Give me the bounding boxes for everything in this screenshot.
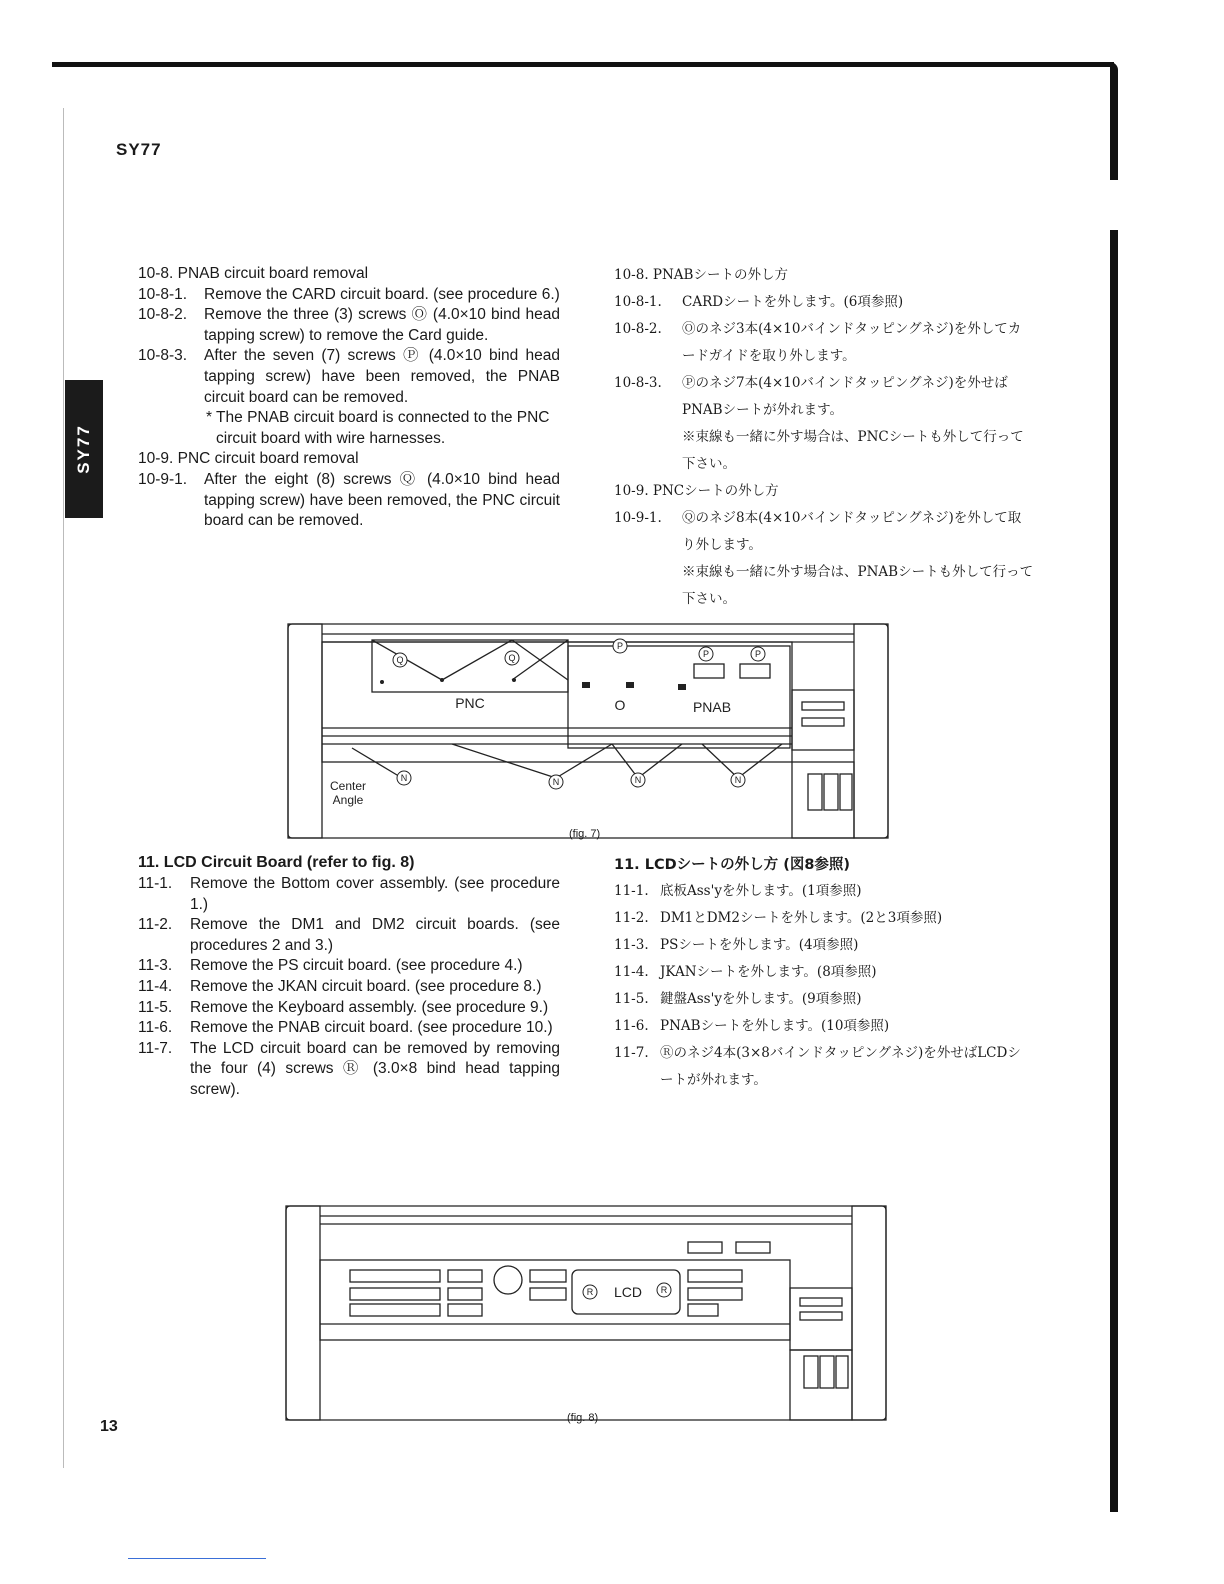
fig7-label-pnab: PNAB bbox=[692, 699, 732, 715]
fig7-p-mark-3: P bbox=[754, 649, 762, 659]
step-11-1: 11-1. Remove the Bottom cover assembly. (see procedure 1.) bbox=[138, 875, 560, 913]
fig7-label-pnc: PNC bbox=[455, 695, 485, 711]
scan-artifact-line bbox=[128, 1558, 266, 1559]
fig8-label-lcd: LCD bbox=[613, 1284, 643, 1300]
fig7-label-center: Center bbox=[329, 779, 367, 793]
jp-heading-11: 11. LCDシートの外し方 (図8参照) bbox=[614, 857, 851, 873]
jp-note-10-9-1: ※束線も一緒に外す場合は、PNABシートも外して行って下さい。 bbox=[682, 564, 1034, 607]
side-tab bbox=[65, 380, 103, 518]
jp-step-11-7: 11-7. Ⓡのネジ4本(3×8バインドタッピングネジ)を外せばLCDシートが外れます。 bbox=[614, 1045, 1021, 1088]
step-10-8-3: 10-8-3. After the seven (7) screws Ⓟ (4.0×10 bind head tapping screw) have been removed, the PNAB circuit board can be removed. bbox=[138, 347, 560, 406]
section-11-japanese bbox=[614, 852, 1034, 1094]
jp-step-10-9-1: 10-9-1. Ⓠのネジ8本(4×10バインドタッピングネジ)を外して取り外します。 bbox=[614, 510, 1022, 553]
fig7-n-mark-1: N bbox=[400, 773, 408, 783]
jp-step-11-1: 11-1. 底板Ass'yを外します。(1項参照) bbox=[614, 883, 862, 899]
heading-10-9: 10-9. PNC circuit board removal bbox=[138, 450, 359, 468]
right-border-rule bbox=[1110, 62, 1118, 1512]
fig8-r-mark-1: R bbox=[586, 1287, 594, 1297]
step-11-2: 11-2. Remove the DM1 and DM2 circuit boards. (see procedures 2 and 3.) bbox=[138, 916, 560, 954]
fig7-caption: (fig. 7) bbox=[569, 828, 601, 840]
fig7-label-o: O bbox=[614, 697, 626, 713]
step-11-7: 11-7. The LCD circuit board can be removed by removing the four (4) screws Ⓡ (3.0×8 bind head tapping screw). bbox=[138, 1039, 560, 1098]
top-border-rule bbox=[52, 62, 1114, 67]
fig7-n-mark-4: N bbox=[734, 775, 742, 785]
fig7-p-mark-2: P bbox=[702, 649, 710, 659]
section-10-japanese bbox=[614, 262, 1034, 613]
figure-8-diagram bbox=[280, 1200, 892, 1426]
fig7-p-mark-1: P bbox=[616, 641, 624, 651]
fig8-caption: (fig. 8) bbox=[567, 1412, 599, 1424]
jp-note-10-8-3: ※束線も一緒に外す場合は、PNCシートも外して行って下さい。 bbox=[682, 429, 1024, 472]
jp-step-10-8-1: 10-8-1. CARDシートを外します。(6項参照) bbox=[614, 294, 904, 310]
jp-heading-10-9: 10-9. PNCシートの外し方 bbox=[614, 483, 779, 499]
fig7-n-mark-2: N bbox=[552, 777, 560, 787]
step-10-8-1: 10-8-1. Remove the CARD circuit board. (see procedure 6.) bbox=[138, 285, 560, 303]
jp-heading-10-8: 10-8. PNABシートの外し方 bbox=[614, 267, 788, 283]
section-10-english bbox=[138, 264, 560, 532]
heading-10-8: 10-8. PNAB circuit board removal bbox=[138, 265, 369, 282]
right-border-gap bbox=[1110, 180, 1118, 230]
note-10-8-3: * The PNAB circuit board is connected to the PNC circuit board with wire harnesses. bbox=[206, 409, 550, 447]
fig7-label-angle: Angle bbox=[332, 793, 364, 807]
jp-step-11-2: 11-2. DM1とDM2シートを外します。(2と3項参照) bbox=[614, 910, 943, 926]
step-10-8-2: 10-8-2. Remove the three (3) screws Ⓞ (4.0×10 bind head tapping screw) to remove the Card guide. bbox=[138, 306, 560, 344]
jp-step-10-8-2: 10-8-2. Ⓞのネジ3本(4×10バインドタッピングネジ)を外してカードガイドを取り外します。 bbox=[614, 321, 1022, 364]
heading-11: 11. LCD Circuit Board (refer to fig. 8) bbox=[138, 854, 415, 871]
model-header: SY77 bbox=[116, 140, 162, 159]
page-number: 13 bbox=[100, 1418, 118, 1435]
fig7-n-mark-3: N bbox=[634, 775, 642, 785]
section-11-english bbox=[138, 852, 560, 1101]
fig7-q-mark-2: Q bbox=[508, 653, 516, 663]
jp-step-11-4: 11-4. JKANシートを外します。(8項参照) bbox=[614, 964, 877, 980]
step-11-6: 11-6. Remove the PNAB circuit board. (see procedure 10.) bbox=[138, 1019, 553, 1037]
jp-step-11-3: 11-3. PSシートを外します。(4項参照) bbox=[614, 937, 859, 953]
left-binding-line bbox=[63, 108, 64, 1468]
fig8-r-mark-2: R bbox=[660, 1285, 668, 1295]
step-11-4: 11-4. Remove the JKAN circuit board. (see procedure 8.) bbox=[138, 977, 542, 995]
figure-7-diagram bbox=[282, 618, 894, 844]
side-tab-label: SY77 bbox=[74, 424, 93, 474]
fig7-q-mark-1: Q bbox=[396, 655, 404, 665]
jp-step-10-8-3: 10-8-3. Ⓟのネジ7本(4×10バインドタッピングネジ)を外せばPNABシートが外れます。 bbox=[614, 375, 1008, 418]
step-11-5: 11-5. Remove the Keyboard assembly. (see procedure 9.) bbox=[138, 998, 549, 1016]
step-11-3: 11-3. Remove the PS circuit board. (see procedure 4.) bbox=[138, 957, 523, 975]
jp-step-11-5: 11-5. 鍵盤Ass'yを外します。(9項参照) bbox=[614, 991, 862, 1007]
step-10-9-1: 10-9-1. After the eight (8) screws Ⓠ (4.0×10 bind head tapping screw) have been removed, the PNC circuit board can be removed. bbox=[138, 470, 560, 530]
jp-step-11-6: 11-6. PNABシートを外します。(10項参照) bbox=[614, 1018, 890, 1034]
